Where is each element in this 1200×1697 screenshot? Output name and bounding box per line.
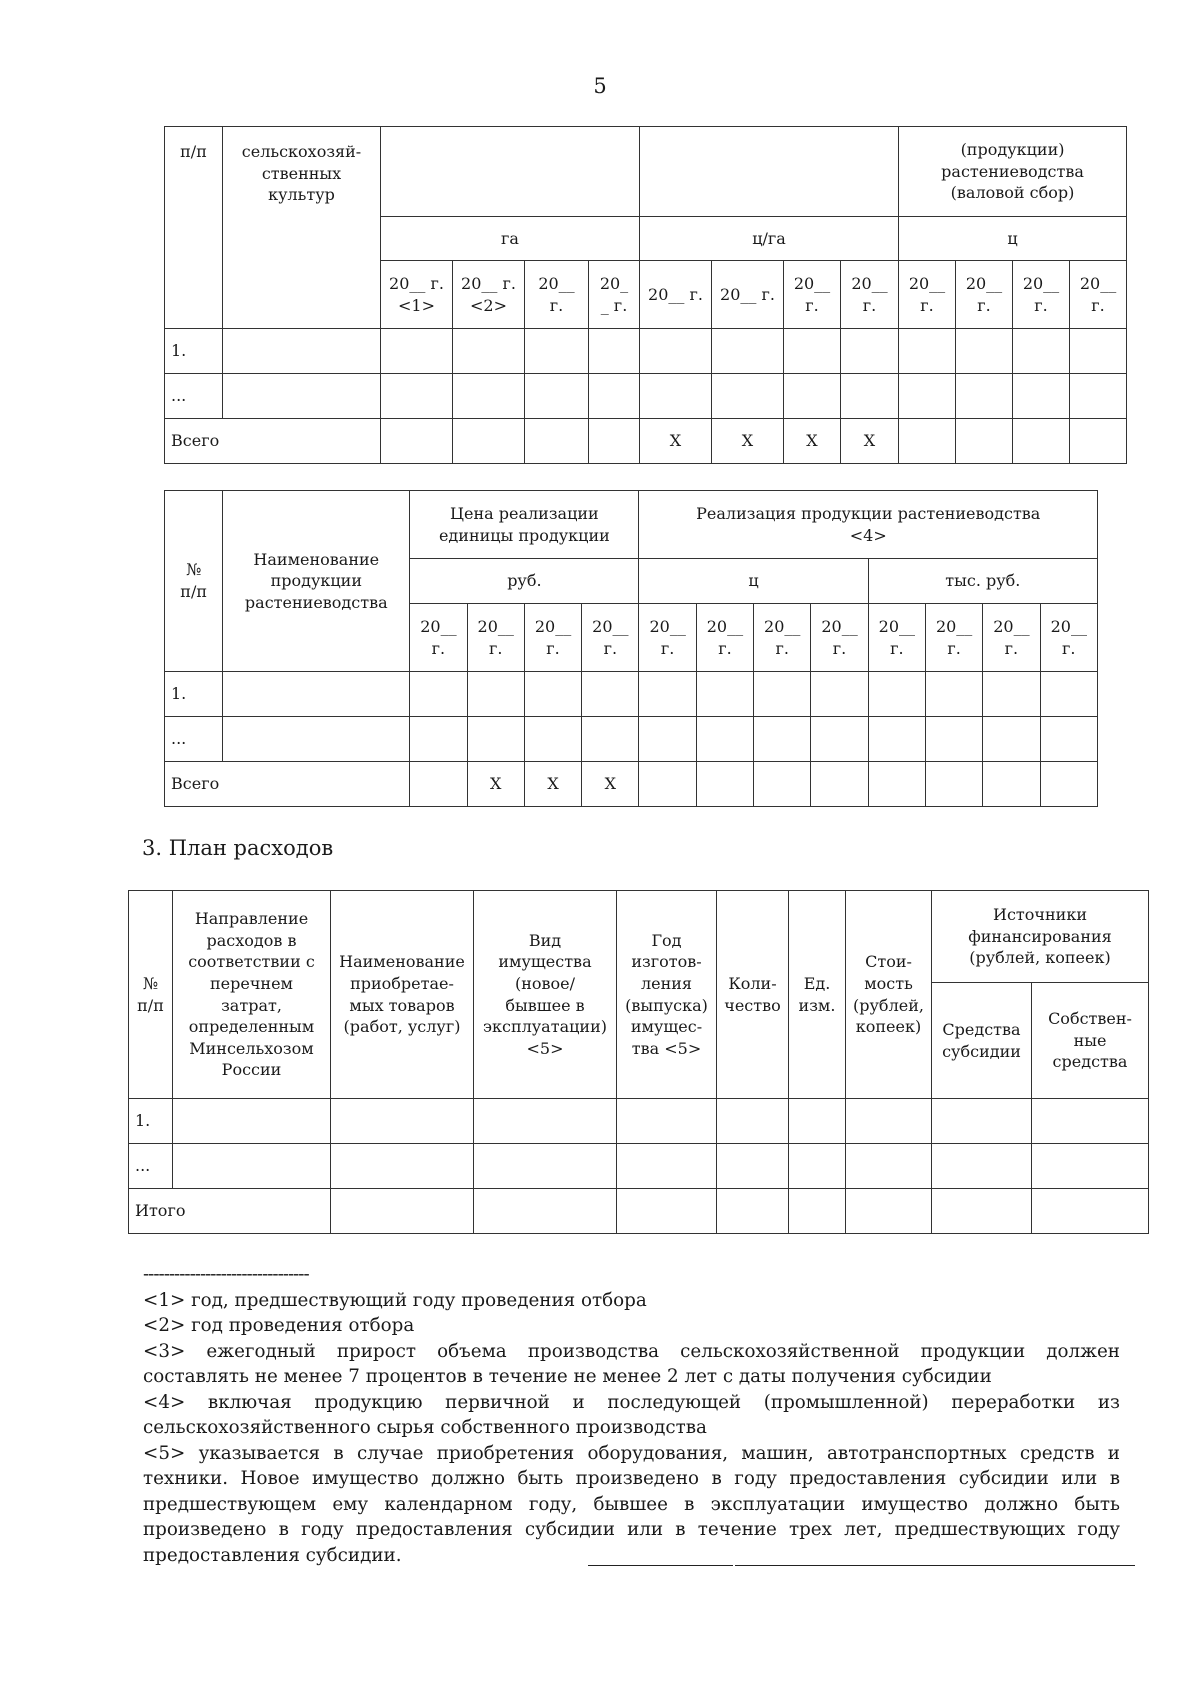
funding-sources-header: Источники финансирования (рублей, копеек) <box>932 891 1149 983</box>
table-row <box>129 1144 1149 1189</box>
table-cell <box>589 329 640 374</box>
table-cell <box>410 672 467 717</box>
table-row <box>165 329 1127 374</box>
table-row <box>165 374 1127 419</box>
page-number: 5 <box>593 74 607 98</box>
table-cell <box>846 1189 932 1234</box>
table-cell <box>1040 717 1097 762</box>
table-cell <box>868 762 925 807</box>
table-cell <box>717 1144 789 1189</box>
table-cell <box>474 1189 617 1234</box>
table-cell <box>754 717 811 762</box>
row-number: 1. <box>165 672 223 717</box>
table-cell <box>712 329 784 374</box>
signature-line-long <box>735 1565 1135 1566</box>
year-cell: 20__ г. <box>841 261 899 329</box>
table-cell <box>868 717 925 762</box>
year-cell: 20__ г. <box>639 604 696 672</box>
table-cell <box>983 762 1040 807</box>
table-cell <box>223 717 410 762</box>
year-cell: 20__ г. <box>410 604 467 672</box>
manufacture-year-header: Год изготов- ления (выпуска) имущес- тва <5> <box>617 891 717 1099</box>
table-cell <box>696 762 753 807</box>
table-cell: X <box>582 762 639 807</box>
table-cell: X <box>524 762 581 807</box>
table-cell: X <box>640 419 712 464</box>
table-cell <box>1013 329 1070 374</box>
table-cell <box>717 1189 789 1234</box>
table-cell <box>640 329 712 374</box>
table-cell <box>983 672 1040 717</box>
table-cell <box>754 762 811 807</box>
total-row <box>129 1189 1149 1234</box>
row-number: 1. <box>165 329 223 374</box>
total-label: Итого <box>129 1189 331 1234</box>
year-cell: 20__ г. <box>811 604 868 672</box>
table-cell <box>846 1144 932 1189</box>
table-cell <box>811 672 868 717</box>
total-label: Всего <box>165 762 410 807</box>
table-cell <box>639 717 696 762</box>
sales-header: Реализация продукции растениеводства <4> <box>639 491 1098 559</box>
unit-header: Ед. изм. <box>789 891 846 1099</box>
price-unit: руб. <box>410 559 639 604</box>
table-cell: X <box>841 419 899 464</box>
num-header: п/п <box>165 127 223 329</box>
row-number: ... <box>129 1144 173 1189</box>
goods-header: Наименование приобретае- мых товаров (работ, услуг) <box>331 891 474 1099</box>
area-unit: га <box>381 217 640 261</box>
year-cell: 20__ г. <box>525 261 589 329</box>
year-cell: 20__ г. <box>754 604 811 672</box>
table-cell: X <box>712 419 784 464</box>
table-cell <box>474 1144 617 1189</box>
table-cell <box>932 1099 1032 1144</box>
table-cell <box>841 374 899 419</box>
area-header-cell <box>381 127 640 217</box>
subsidy-header: Средства субсидии <box>932 983 1032 1099</box>
footnotes <box>143 1262 1120 1568</box>
table-cell <box>589 374 640 419</box>
year-cell: 20__ г. <1> <box>381 261 453 329</box>
table-cell <box>717 1099 789 1144</box>
table-cell <box>925 762 982 807</box>
table-cell <box>841 329 899 374</box>
table-cell <box>525 419 589 464</box>
table-cell <box>525 329 589 374</box>
year-cell: 20__ г. <box>1070 261 1127 329</box>
footnote-1: <1> год, предшествующий году проведения отбора <box>143 1289 647 1311</box>
year-cell: 20__ г. <box>467 604 524 672</box>
footnote-4: <4> включая продукцию первичной и последующей (промышленной) переработки из сельскохозяйственного сырья собственного производства <box>143 1391 1120 1438</box>
table-cell <box>524 672 581 717</box>
table-cell <box>381 329 453 374</box>
table-cell <box>1013 419 1070 464</box>
table-cell <box>223 672 410 717</box>
table-cell <box>784 329 841 374</box>
year-cell: 20__ г. <box>956 261 1013 329</box>
year-cell: 20__ г. <box>1013 261 1070 329</box>
product-name-header: Наименование продукции растениеводства <box>223 491 410 672</box>
table-cell <box>811 762 868 807</box>
table-cell <box>381 419 453 464</box>
table-cell <box>331 1144 474 1189</box>
yield-unit: ц/га <box>640 217 899 261</box>
table-row <box>165 717 1098 762</box>
footnote-2: <2> год проведения отбора <box>143 1315 415 1336</box>
table-cell <box>410 762 467 807</box>
table-cell <box>173 1099 331 1144</box>
table-cell <box>1070 419 1127 464</box>
row-number: 1. <box>129 1099 173 1144</box>
row-number: ... <box>165 374 223 419</box>
table-cell <box>789 1189 846 1234</box>
table-cell <box>223 329 381 374</box>
sales-volume-unit: ц <box>639 559 868 604</box>
footnote-5: <5> указывается в случае приобретения оборудования, машин, автотранспортных средств и техники. Новое имущество должно быть произведено в году предоставления субсидии или в предшествующем ему календарном году, бывшее в эксплуатации имущество должно быть произведено в году предоставления субсидии или в течение трех лет, предшествующих году предоставления субсидии. <box>143 1442 1120 1566</box>
table-cell <box>173 1144 331 1189</box>
table-cell <box>1032 1099 1149 1144</box>
table-cell <box>899 419 956 464</box>
table-cell <box>467 717 524 762</box>
table-cell: X <box>784 419 841 464</box>
table-cell <box>381 374 453 419</box>
table-cell <box>453 374 525 419</box>
production-header: (продукции) растениеводства (валовой сбор) <box>899 127 1127 217</box>
table-cell <box>617 1099 717 1144</box>
table-cell <box>789 1144 846 1189</box>
year-cell: 20__ г. <2> <box>453 261 525 329</box>
table-cell <box>589 419 640 464</box>
table-cell <box>1032 1144 1149 1189</box>
table-cell <box>582 717 639 762</box>
year-cell: 20__ г. <box>696 604 753 672</box>
table-cell <box>453 419 525 464</box>
table-cell <box>640 374 712 419</box>
table-cell <box>467 672 524 717</box>
total-label: Всего <box>165 419 381 464</box>
table-cell <box>899 374 956 419</box>
table-cell <box>983 717 1040 762</box>
table-cell <box>525 374 589 419</box>
table-cell <box>696 672 753 717</box>
table-cell <box>932 1189 1032 1234</box>
signature-line-short <box>588 1565 733 1566</box>
table-cell <box>784 374 841 419</box>
cost-header: Стои- мость (рублей, копеек) <box>846 891 932 1099</box>
total-row <box>165 419 1127 464</box>
table-cell <box>410 717 467 762</box>
table-cell <box>474 1099 617 1144</box>
table-cell <box>1032 1189 1149 1234</box>
year-cell: 20__ г. <box>925 604 982 672</box>
footnote-separator: -------------------------------- <box>143 1264 309 1285</box>
row-number: ... <box>165 717 223 762</box>
table-cell <box>1070 374 1127 419</box>
year-cell: 20__ г. <box>582 604 639 672</box>
table-cell <box>932 1144 1032 1189</box>
table-cell <box>524 717 581 762</box>
table-cell <box>789 1099 846 1144</box>
sales-value-unit: тыс. руб. <box>868 559 1097 604</box>
table-cell <box>696 717 753 762</box>
year-cell: 20__ г. <box>712 261 784 329</box>
num-header: № п/п <box>165 491 223 672</box>
expense-plan-table <box>128 890 1149 1234</box>
table-cell <box>582 672 639 717</box>
quantity-header: Коли- чество <box>717 891 789 1099</box>
table-cell <box>956 419 1013 464</box>
table-cell <box>639 672 696 717</box>
table-cell <box>331 1099 474 1144</box>
crop-sales-table <box>164 490 1098 807</box>
table-cell <box>223 374 381 419</box>
table-cell <box>754 672 811 717</box>
table-cell <box>617 1189 717 1234</box>
year-cell: 20__ г. <box>640 261 712 329</box>
table-cell <box>925 717 982 762</box>
crop-header: сельскохозяй- ственных культур <box>223 127 381 329</box>
year-cell: 20__ г. <box>1040 604 1097 672</box>
year-cell: 20__ г. <box>784 261 841 329</box>
table-cell: X <box>467 762 524 807</box>
table-cell <box>712 374 784 419</box>
table-cell <box>1040 762 1097 807</box>
table-cell <box>899 329 956 374</box>
year-cell: 20__ г. <box>868 604 925 672</box>
table-cell <box>1070 329 1127 374</box>
table-cell <box>1040 672 1097 717</box>
direction-header: Направление расходов в соответствии с перечнем затрат, определенным Минсельхозом России <box>173 891 331 1099</box>
section-title: 3. План расходов <box>142 836 334 860</box>
table-row <box>165 672 1098 717</box>
table-cell <box>811 717 868 762</box>
crop-production-table <box>164 126 1127 464</box>
table-cell <box>453 329 525 374</box>
table-cell <box>956 329 1013 374</box>
production-unit: ц <box>899 217 1127 261</box>
table-cell <box>1013 374 1070 419</box>
year-cell: 20__ г. <box>524 604 581 672</box>
price-header: Цена реализации единицы продукции <box>410 491 639 559</box>
num-header: № п/п <box>129 891 173 1099</box>
table-cell <box>868 672 925 717</box>
yield-header-cell <box>640 127 899 217</box>
table-cell <box>639 762 696 807</box>
property-type-header: Вид имущества (новое/ бывшее в эксплуатации) <5> <box>474 891 617 1099</box>
total-row <box>165 762 1098 807</box>
table-cell <box>331 1189 474 1234</box>
table-cell <box>925 672 982 717</box>
year-cell: 20__ г. <box>899 261 956 329</box>
table-cell <box>617 1144 717 1189</box>
table-row <box>129 1099 1149 1144</box>
own-funds-header: Собствен- ные средства <box>1032 983 1149 1099</box>
footnote-3: <3> ежегодный прирост объема производства сельскохозяйственной продукции должен составлять не менее 7 процентов в течение не менее 2 лет с даты получения субсидии <box>143 1340 1120 1387</box>
year-cell: 20_ _ г. <box>589 261 640 329</box>
table-cell <box>846 1099 932 1144</box>
table-cell <box>956 374 1013 419</box>
year-cell: 20__ г. <box>983 604 1040 672</box>
